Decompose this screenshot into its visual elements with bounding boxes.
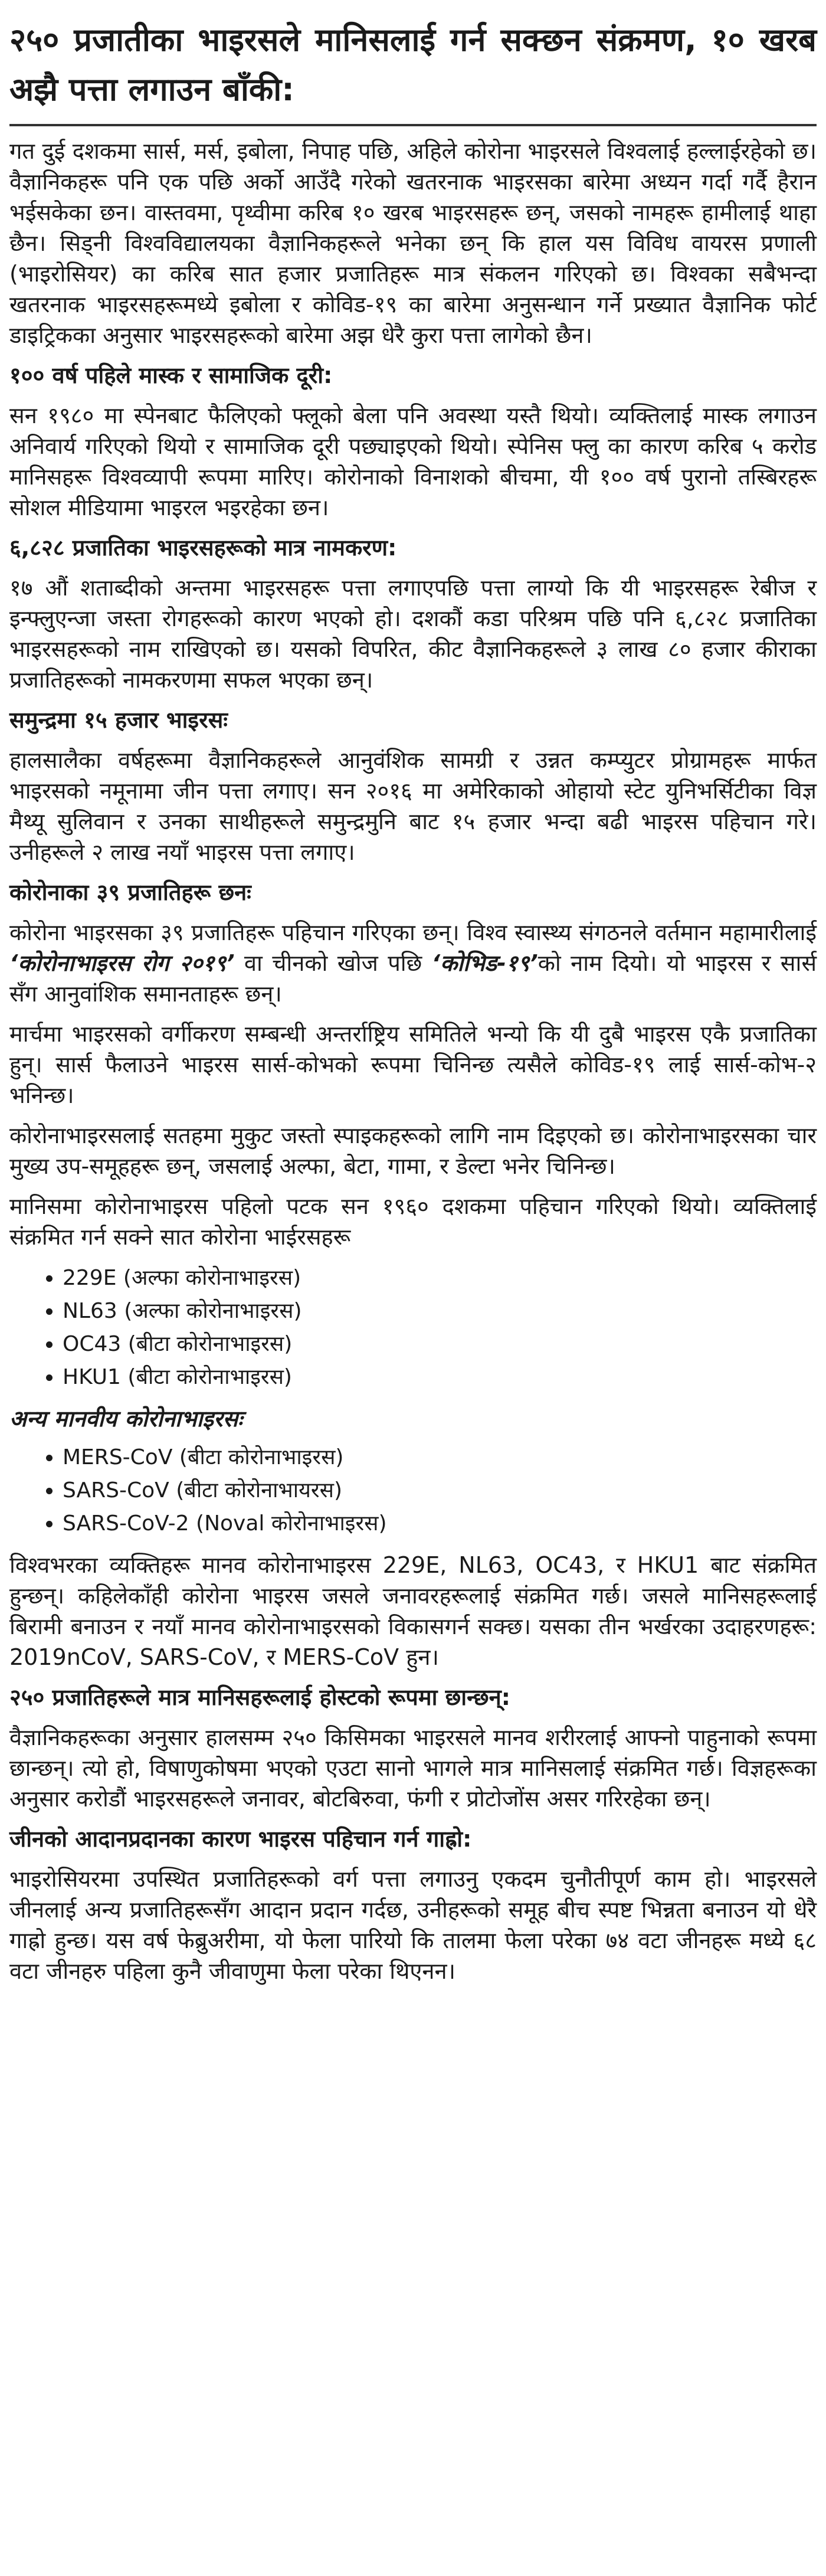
corona-p1-text-c: को नाम दियो। यो भाइरस र सार्स सँग आनुवांशिक समानताहरू छन्। xyxy=(9,950,817,1007)
corona-p1-text-b: वा चीनको खोज पछि xyxy=(234,950,432,976)
corona-p1-emphasis-1: ‘कोरोनाभाइरस रोग २०१९’ xyxy=(9,950,235,976)
corona-paragraph-4: मानिसमा कोरोनाभाइरस पहिलो पटक सन १९६० दशकमा पहिचान गरिएको थियो। व्यक्तिलाई संक्रमित गर्न सक्ने सात कोरोना भाईरसहरू xyxy=(9,1193,817,1250)
section-body-mask: सन १९८० मा स्पेनबाट फैलिएको फ्लूको बेला पनि अवस्था यस्तै थियो। व्यक्तिलाई मास्क लगाउन अनिवार्य गरिएको थियो र सामाजिक दूरी पछ्याइएको थियो। स्पेनिस फ्लु का कारण करिब ५ करोड मानिसहरू विश्वव्यापी रूपमा मारिए। कोरोनाको विनाशको बीचमा, यी १०० वर्ष पुरानो तस्बिरहरू सोशल मीडियामा भाइरल भइरहेका छन। xyxy=(9,402,817,521)
list-item: • OC43 (बीटा कोरोनाभाइरस) xyxy=(63,1328,817,1361)
list-item: • HKU1 (बीटा कोरोनाभाइरस) xyxy=(63,1361,817,1394)
corona-p1-text-a: कोरोना भाइरसका ३९ प्रजातिहरू पहिचान गरिएका छन्। विश्व स्वास्थ्य संगठनले वर्तमान महामारीलाई xyxy=(9,919,817,945)
section-body-genes: भाइरोसियरमा उपस्थित प्रजातिहरूको वर्ग पत्ता लगाउनु एकदम चुनौतीपूर्ण काम हो। भाइरसले जीनलाई अन्य प्रजातिहरूसँग आदान प्रदान गर्दछ, उनीहरूको समूह बीच स्पष्ट भिन्नता बनाउन यो धेरै गाह्रो हुन्छ। यस वर्ष फेब्रुअरीमा, यो फेला पारियो कि तालमा फेला परेका ७४ वटा जीनहरू मध्ये ६८ वटा जीनहरु पहिला कुनै जीवाणुमा फेला परेका थिएनन। xyxy=(9,1866,817,1984)
intro-paragraph: गत दुई दशकमा सार्स, मर्स, इबोला, निपाह पछि, अहिले कोरोना भाइरसले विश्वलाई हल्लाईरहेको छ। वैज्ञानिकहरू पनि एक पछि अर्को आउँदै गरेको खतरनाक भाइरसका बारेमा अध्यन गर्दा गर्दै हैरान भईसकेका छन। वास्तवमा, पृथ्वीमा करिब १० खरब भाइरसहरू छन्, जसको नामहरू हामीलाई थाहा छैन। सिड्नी विश्वविद्यालयका वैज्ञानिकहरूले भनेका छन् कि हाल यस विविध वायरस प्रणाली (भाइरोसियर) का करिब सात हजार प्रजातिहरू मात्र संकलन गरिएको छ। विश्वका सबैभन्दा खतरनाक भाइरसहरूमध्ये इबोला र कोविड-१९ का बारेमा अनुसन्धान गर्ने प्रख्यात वैज्ञानिक फोर्ट डाइट्रिकका अनुसार भाइरसहरूको बारेमा अझ धेरै कुरा पत्ता लागेको छैन। xyxy=(9,138,817,348)
section-heading-genes: जीनको आदानप्रदानका कारण भाइरस पहिचान गर्न गाह्रो: xyxy=(9,1826,472,1852)
corona-paragraph-2: मार्चमा भाइरसको वर्गीकरण सम्बन्धी अन्तर्राष्ट्रिय समितिले भन्यो कि यी दुबै भाइरस एकै प्रजातिका हुन्। सार्स फैलाउने भाइरस सार्स-कोभको रूपमा चिनिन्छ त्यसैले कोविड-१९ लाई सार्स-कोभ-२ भनिन्छ। xyxy=(9,1021,817,1108)
section-heading-hosts: २५० प्रजातिहरूले मात्र मानिसहरूलाई होस्टको रूपमा छान्छन्: xyxy=(9,1684,510,1710)
section-heading-mask: १०० वर्ष पहिले मास्क र सामाजिक दूरी: xyxy=(9,362,333,388)
corona-paragraph-3: कोरोनाभाइरसलाई सतहमा मुकुट जस्तो स्पाइकहरूको लागि नाम दिइएको छ। कोरोनाभाइरसका चार मुख्य उप-समूहहरू छन्, जसलाई अल्फा, बेटा, गामा, र डेल्टा भनेर चिनिन्छ। xyxy=(9,1122,817,1179)
section-heading-corona: कोरोनाका ३९ प्रजातिहरू छनः xyxy=(9,879,251,905)
title-divider xyxy=(9,124,817,126)
corona-paragraph-1 xyxy=(9,917,817,1009)
list-item: • SARS-CoV (बीटा कोरोनाभायरस) xyxy=(63,1474,817,1507)
list-item: • SARS-CoV-2 (Noval कोरोनाभाइरस) xyxy=(63,1507,817,1540)
article-title: २५० प्रजातीका भाइरसले मानिसलाई गर्न सक्छन संक्रमण, १० खरब अझै पत्ता लगाउन बाँकी: xyxy=(9,21,817,108)
section-body-ocean: हालसालैका वर्षहरूमा वैज्ञानिकहरूले आनुवंशिक सामग्री र उन्नत कम्प्युटर प्रोग्रामहरू मार्फत भाइरसको नमूनामा जीन पत्ता लगाए। सन २०१६ मा अमेरिकाको ओहायो स्टेट युनिभर्सिटीका विज्ञ मैथ्यू सुलिवान र उनका साथीहरूले समुन्द्रमुनि बाट १५ हजार भन्दा बढी भाइरस पहिचान गरे। उनीहरूले २ लाख नयाँ भाइरस पत्ता लगाए। xyxy=(9,747,817,865)
corona-p1-emphasis-2: ‘कोभिड-१९’ xyxy=(431,950,538,976)
list-item: • NL63 (अल्फा कोरोनाभाइरस) xyxy=(63,1295,817,1328)
list-item: • MERS-CoV (बीटा कोरोनाभाइरस) xyxy=(63,1441,817,1474)
section-body-hosts: वैज्ञानिकहरूका अनुसार हालसम्म २५० किसिमका भाइरसले मानव शरीरलाई आफ्नो पाहुनाको रूपमा छान्छन्। त्यो हो, विषाणुकोषमा भएको एउटा सानो भागले मात्र मानिसलाई संक्रमित गर्छ। विज्ञहरूका अनुसार करोडौं भाइरसहरूले जनावर, बोटबिरुवा, फंगी र प्रोटोजोंस असर गरिरहेका छन्। xyxy=(9,1724,817,1812)
section-heading-naming: ६,८२८ प्रजातिका भाइरसहरूको मात्र नामकरण: xyxy=(9,535,397,561)
human-coronavirus-list xyxy=(9,1262,817,1394)
other-coronavirus-subheading: अन्य मानवीय कोरोनाभाइरसः xyxy=(9,1406,242,1432)
other-coronavirus-list xyxy=(9,1441,817,1540)
section-heading-ocean: समुन्द्रमा १५ हजार भाइरसः xyxy=(9,707,228,733)
corona-paragraph-5: विश्वभरका व्यक्तिहरू मानव कोरोनाभाइरस 229E, NL63, OC43, र HKU1 बाट संक्रमित हुन्छन्। कहिलेकाँही कोरोना भाइरस जसले जनावरहरूलाई संक्रमित गर्छ। जसले मानिसहरूलाई बिरामी बनाउन र नयाँ मानव कोरोनाभाइरसको विकासगर्न सक्छ। यसका तीन भर्खरका उदाहरणहरू: 2019nCoV, SARS-CoV, र MERS-CoV हुन। xyxy=(9,1552,817,1670)
section-body-naming: १७ औं शताब्दीको अन्तमा भाइरसहरू पत्ता लगाएपछि पत्ता लाग्यो कि यी भाइरसहरू रेबीज र इन्फ्लुएन्जा जस्ता रोगहरूको कारण भएको हो। दशकौं कडा परिश्रम पछि पनि ६,८२८ प्रजातिका भाइरसहरूको नाम राखिएको छ। यसको विपरित, कीट वैज्ञानिकहरूले ३ लाख ८० हजार कीराका प्रजातिहरूको नामकरणमा सफल भएका छन्। xyxy=(9,575,817,693)
list-item: • 229E (अल्फा कोरोनाभाइरस) xyxy=(63,1262,817,1295)
